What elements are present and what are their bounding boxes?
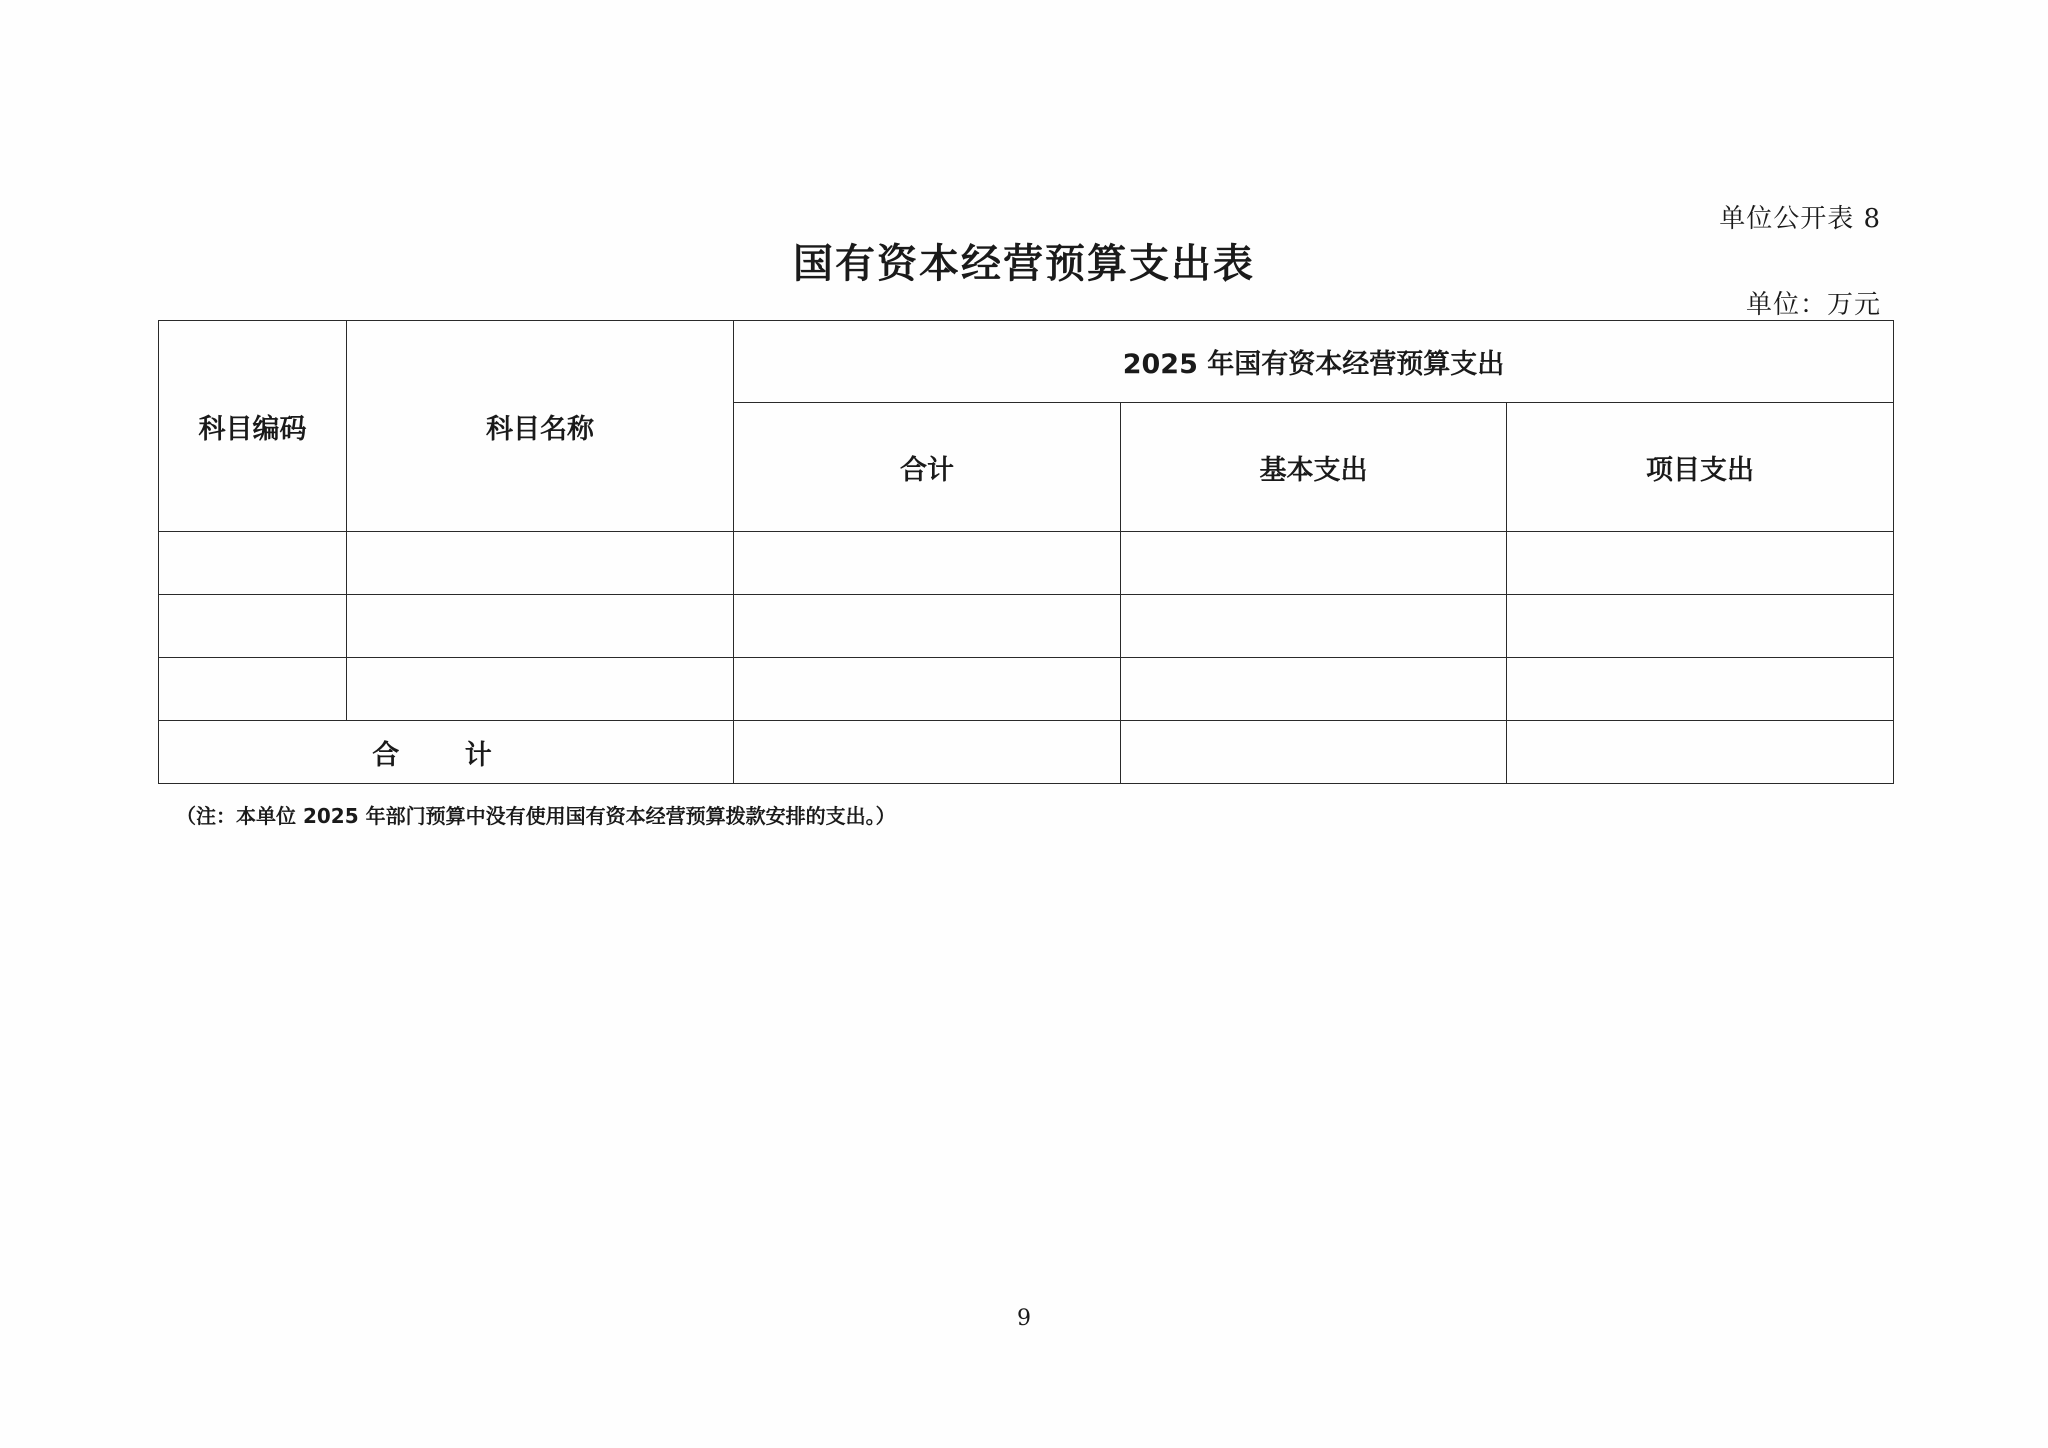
table-cell — [734, 595, 1121, 658]
column-group-header: 2025 年国有资本经营预算支出 — [734, 321, 1894, 403]
table-row — [159, 658, 1894, 721]
column-header-project: 项目支出 — [1507, 403, 1894, 532]
table-cell — [1121, 595, 1507, 658]
form-number: 单位公开表 8 — [1719, 204, 1881, 234]
total-cell — [1507, 721, 1894, 784]
table-cell — [159, 532, 347, 595]
table-cell — [1507, 658, 1894, 721]
unit-label: 单位：万元 — [1745, 290, 1881, 320]
table-cell — [1121, 658, 1507, 721]
budget-table — [158, 320, 1894, 784]
total-cell — [734, 721, 1121, 784]
table-cell — [734, 532, 1121, 595]
column-header-total: 合计 — [734, 403, 1121, 532]
column-header-code: 科目编码 — [159, 321, 347, 532]
column-header-name: 科目名称 — [347, 321, 734, 532]
table-cell — [1121, 532, 1507, 595]
table-cell — [347, 658, 734, 721]
total-label: 合 计 — [159, 721, 734, 784]
table-row — [159, 532, 1894, 595]
total-cell — [1121, 721, 1507, 784]
table-cell — [159, 658, 347, 721]
page-number: 9 — [1017, 1306, 1031, 1331]
table-cell — [1507, 532, 1894, 595]
page-title: 国有资本经营预算支出表 — [793, 240, 1255, 287]
column-header-basic: 基本支出 — [1121, 403, 1507, 532]
table-cell — [347, 595, 734, 658]
header-row-1 — [159, 321, 1894, 403]
table-cell — [159, 595, 347, 658]
table-cell — [1507, 595, 1894, 658]
table-cell — [347, 532, 734, 595]
total-row — [159, 721, 1894, 784]
table-row — [159, 595, 1894, 658]
footnote: （注：本单位 2025 年部门预算中没有使用国有资本经营预算拨款安排的支出。） — [176, 804, 896, 828]
table-cell — [734, 658, 1121, 721]
